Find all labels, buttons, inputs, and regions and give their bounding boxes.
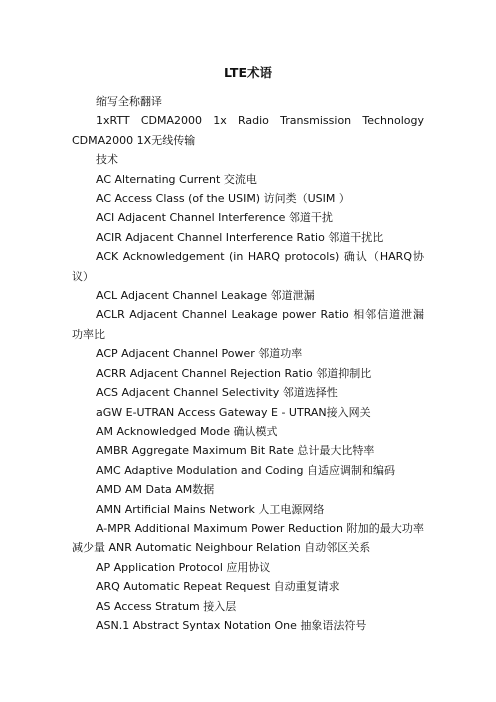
glossary-line: ACK Acknowledgement (in HARQ protocols) 确认（HARQ协议） bbox=[72, 250, 424, 283]
glossary-line: ACIR Adjacent Channel Interference Ratio 邻道干扰比 bbox=[96, 230, 384, 244]
glossary-line: AMD AM Data AM数据 bbox=[96, 483, 215, 497]
glossary-line: AC Access Class (of the USIM) 访问类（USIM ） bbox=[96, 192, 350, 206]
glossary-line: ACLR Adjacent Channel Leakage power Ratio 相邻信道泄漏功率比 bbox=[72, 308, 424, 341]
glossary-line: A-MPR Additional Maximum Power Reduction 附加的最大功率减少量 ANR Automatic Neighbour Relation 自动邻区关系 bbox=[72, 521, 424, 555]
glossary-line: AMN Artificial Mains Network 人工电源网络 bbox=[96, 502, 325, 516]
glossary-line: aGW E-UTRAN Access Gateway E - UTRAN接入网关 bbox=[96, 405, 371, 419]
glossary-line: ACRR Adjacent Channel Rejection Ratio 邻道抑制比 bbox=[96, 366, 372, 380]
glossary-line: 技术 bbox=[96, 153, 118, 167]
glossary-line: ARQ Automatic Repeat Request 自动重复请求 bbox=[96, 580, 340, 594]
glossary-line: AMC Adaptive Modulation and Coding 自适应调制和编码 bbox=[96, 463, 396, 477]
glossary-body bbox=[72, 92, 424, 635]
glossary-line: ASN.1 Abstract Syntax Notation One 抽象语法符号 bbox=[96, 618, 367, 632]
glossary-line: ACP Adjacent Channel Power 邻道功率 bbox=[96, 347, 303, 361]
glossary-line: AS Access Stratum 接入层 bbox=[96, 599, 237, 613]
page-title: LTE术语 bbox=[224, 65, 272, 80]
glossary-line: AP Application Protocol 应用协议 bbox=[96, 560, 271, 574]
column-header-line: 缩写全称翻译 bbox=[96, 95, 162, 108]
glossary-line: ACS Adjacent Channel Selectivity 邻道选择性 bbox=[96, 386, 338, 400]
glossary-line: AM Acknowledged Mode 确认模式 bbox=[96, 424, 278, 438]
glossary-line: ACI Adjacent Channel Interference 邻道干扰 bbox=[96, 211, 333, 225]
glossary-line: ACL Adjacent Channel Leakage 邻道泄漏 bbox=[96, 289, 315, 303]
glossary-line: AMBR Aggregate Maximum Bit Rate 总计最大比特率 bbox=[96, 444, 375, 458]
glossary-line: AC Alternating Current 交流电 bbox=[96, 172, 257, 186]
glossary-line: 1xRTT CDMA2000 1x Radio Transmission Technology CDMA2000 1X无线传输 bbox=[72, 114, 424, 147]
